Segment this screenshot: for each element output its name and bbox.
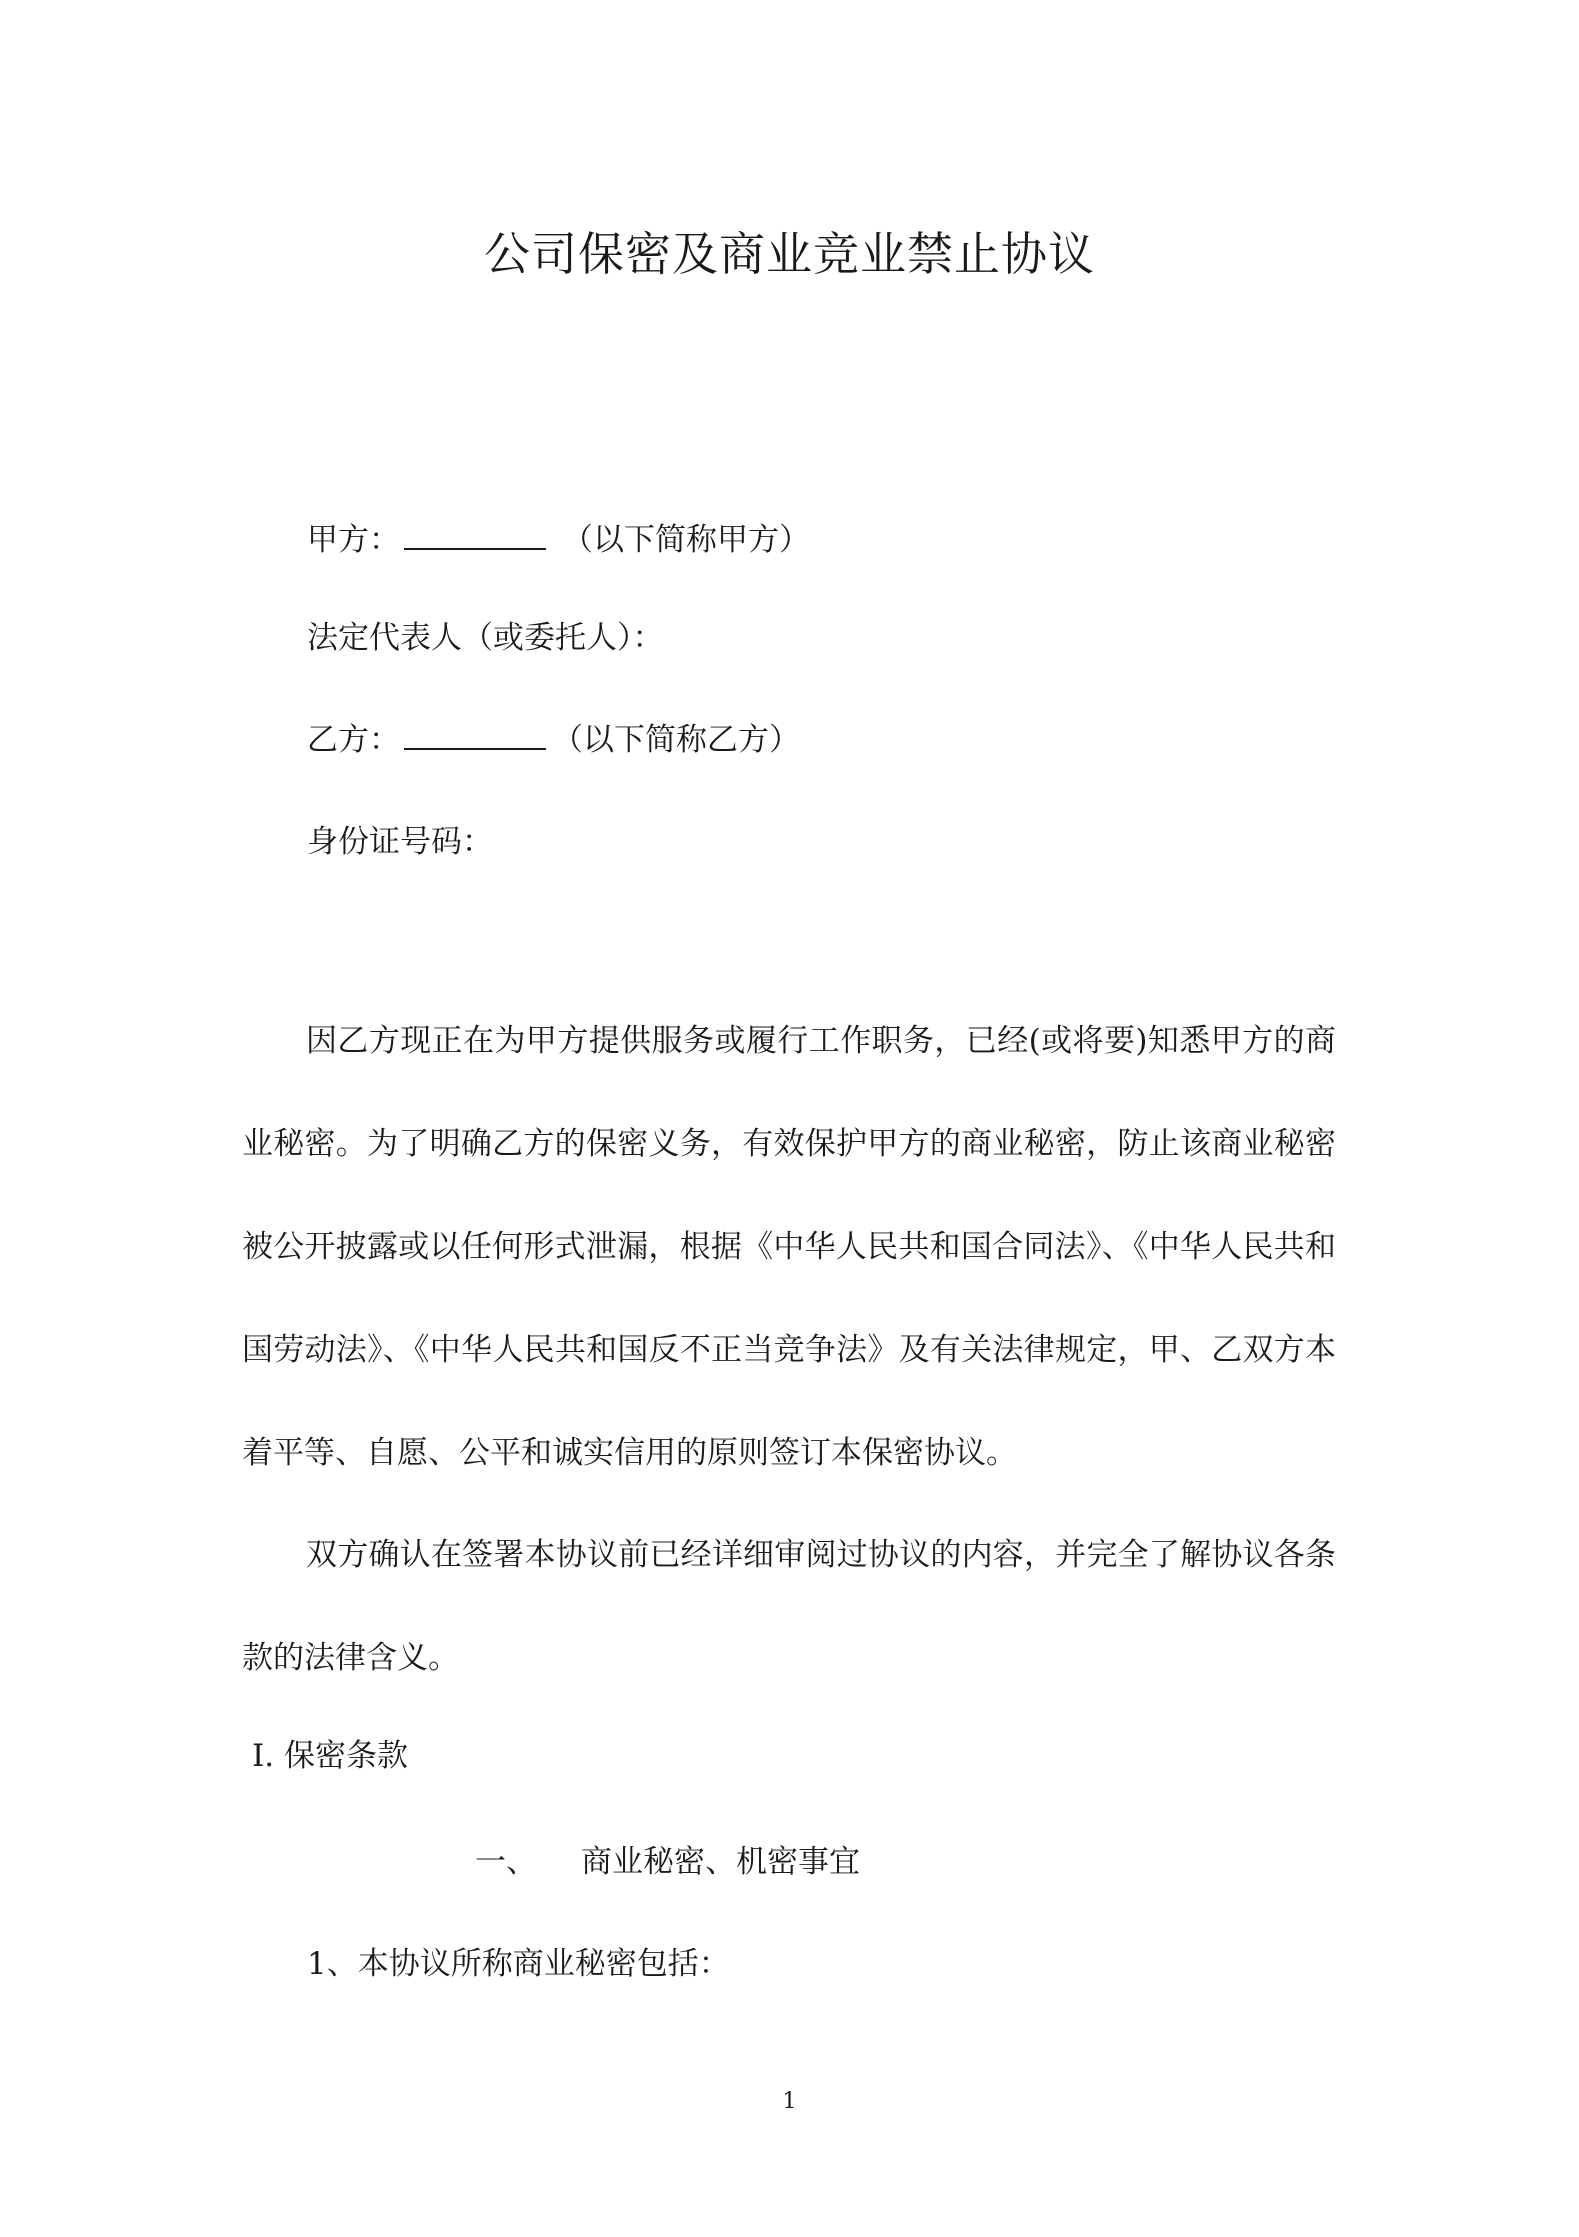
- party-a-note: （以下简称甲方）: [562, 522, 810, 558]
- id-number-label: 身份证号码：: [307, 824, 493, 860]
- subheading: [475, 1842, 860, 1882]
- subheading-text: 商业秘密、机密事宜: [581, 1844, 860, 1880]
- legal-rep-line: [307, 618, 664, 658]
- legal-rep-label: 法定代表人（或委托人）：: [307, 620, 664, 656]
- preamble-paragraph: 因乙方现正在为甲方提供服务或履行工作职务，已经(或将要)知悉甲方的商业秘密。为了明确乙方的保密义务，有效保护甲方的商业秘密，防止该商业秘密被公开披露或以任何形式泄漏，根据《中华人民共和国合同法》、《中华人民共和国劳动法》、《中华人民共和国反不正当竞争法》及有关法律规定，甲、乙双方本着平等、自愿、公平和诚实信用的原则签订本保密协议。: [242, 1023, 1336, 1471]
- subheading-number: 一、: [475, 1844, 537, 1880]
- party-a-line: [307, 518, 810, 560]
- party-b-label: 乙方：: [307, 722, 400, 758]
- party-a-label: 甲方：: [307, 522, 400, 558]
- confirmation-paragraph: 双方确认在签署本协议前已经详细审阅过协议的内容，并完全了解协议各条款的法律含义。: [242, 1537, 1336, 1676]
- party-b-line: [307, 718, 800, 760]
- clause-1: 1、本协议所称商业秘密包括：: [307, 1946, 730, 1982]
- document-title: 公司保密及商业竞业禁止协议: [484, 227, 1095, 281]
- section-heading: Ⅰ. 保密条款: [252, 1738, 408, 1774]
- party-b-note: （以下简称乙方）: [552, 722, 800, 758]
- party-a-blank: [404, 518, 546, 550]
- party-b-blank: [404, 718, 546, 750]
- page-number: 1: [782, 2089, 797, 2114]
- id-number-line: [307, 822, 493, 862]
